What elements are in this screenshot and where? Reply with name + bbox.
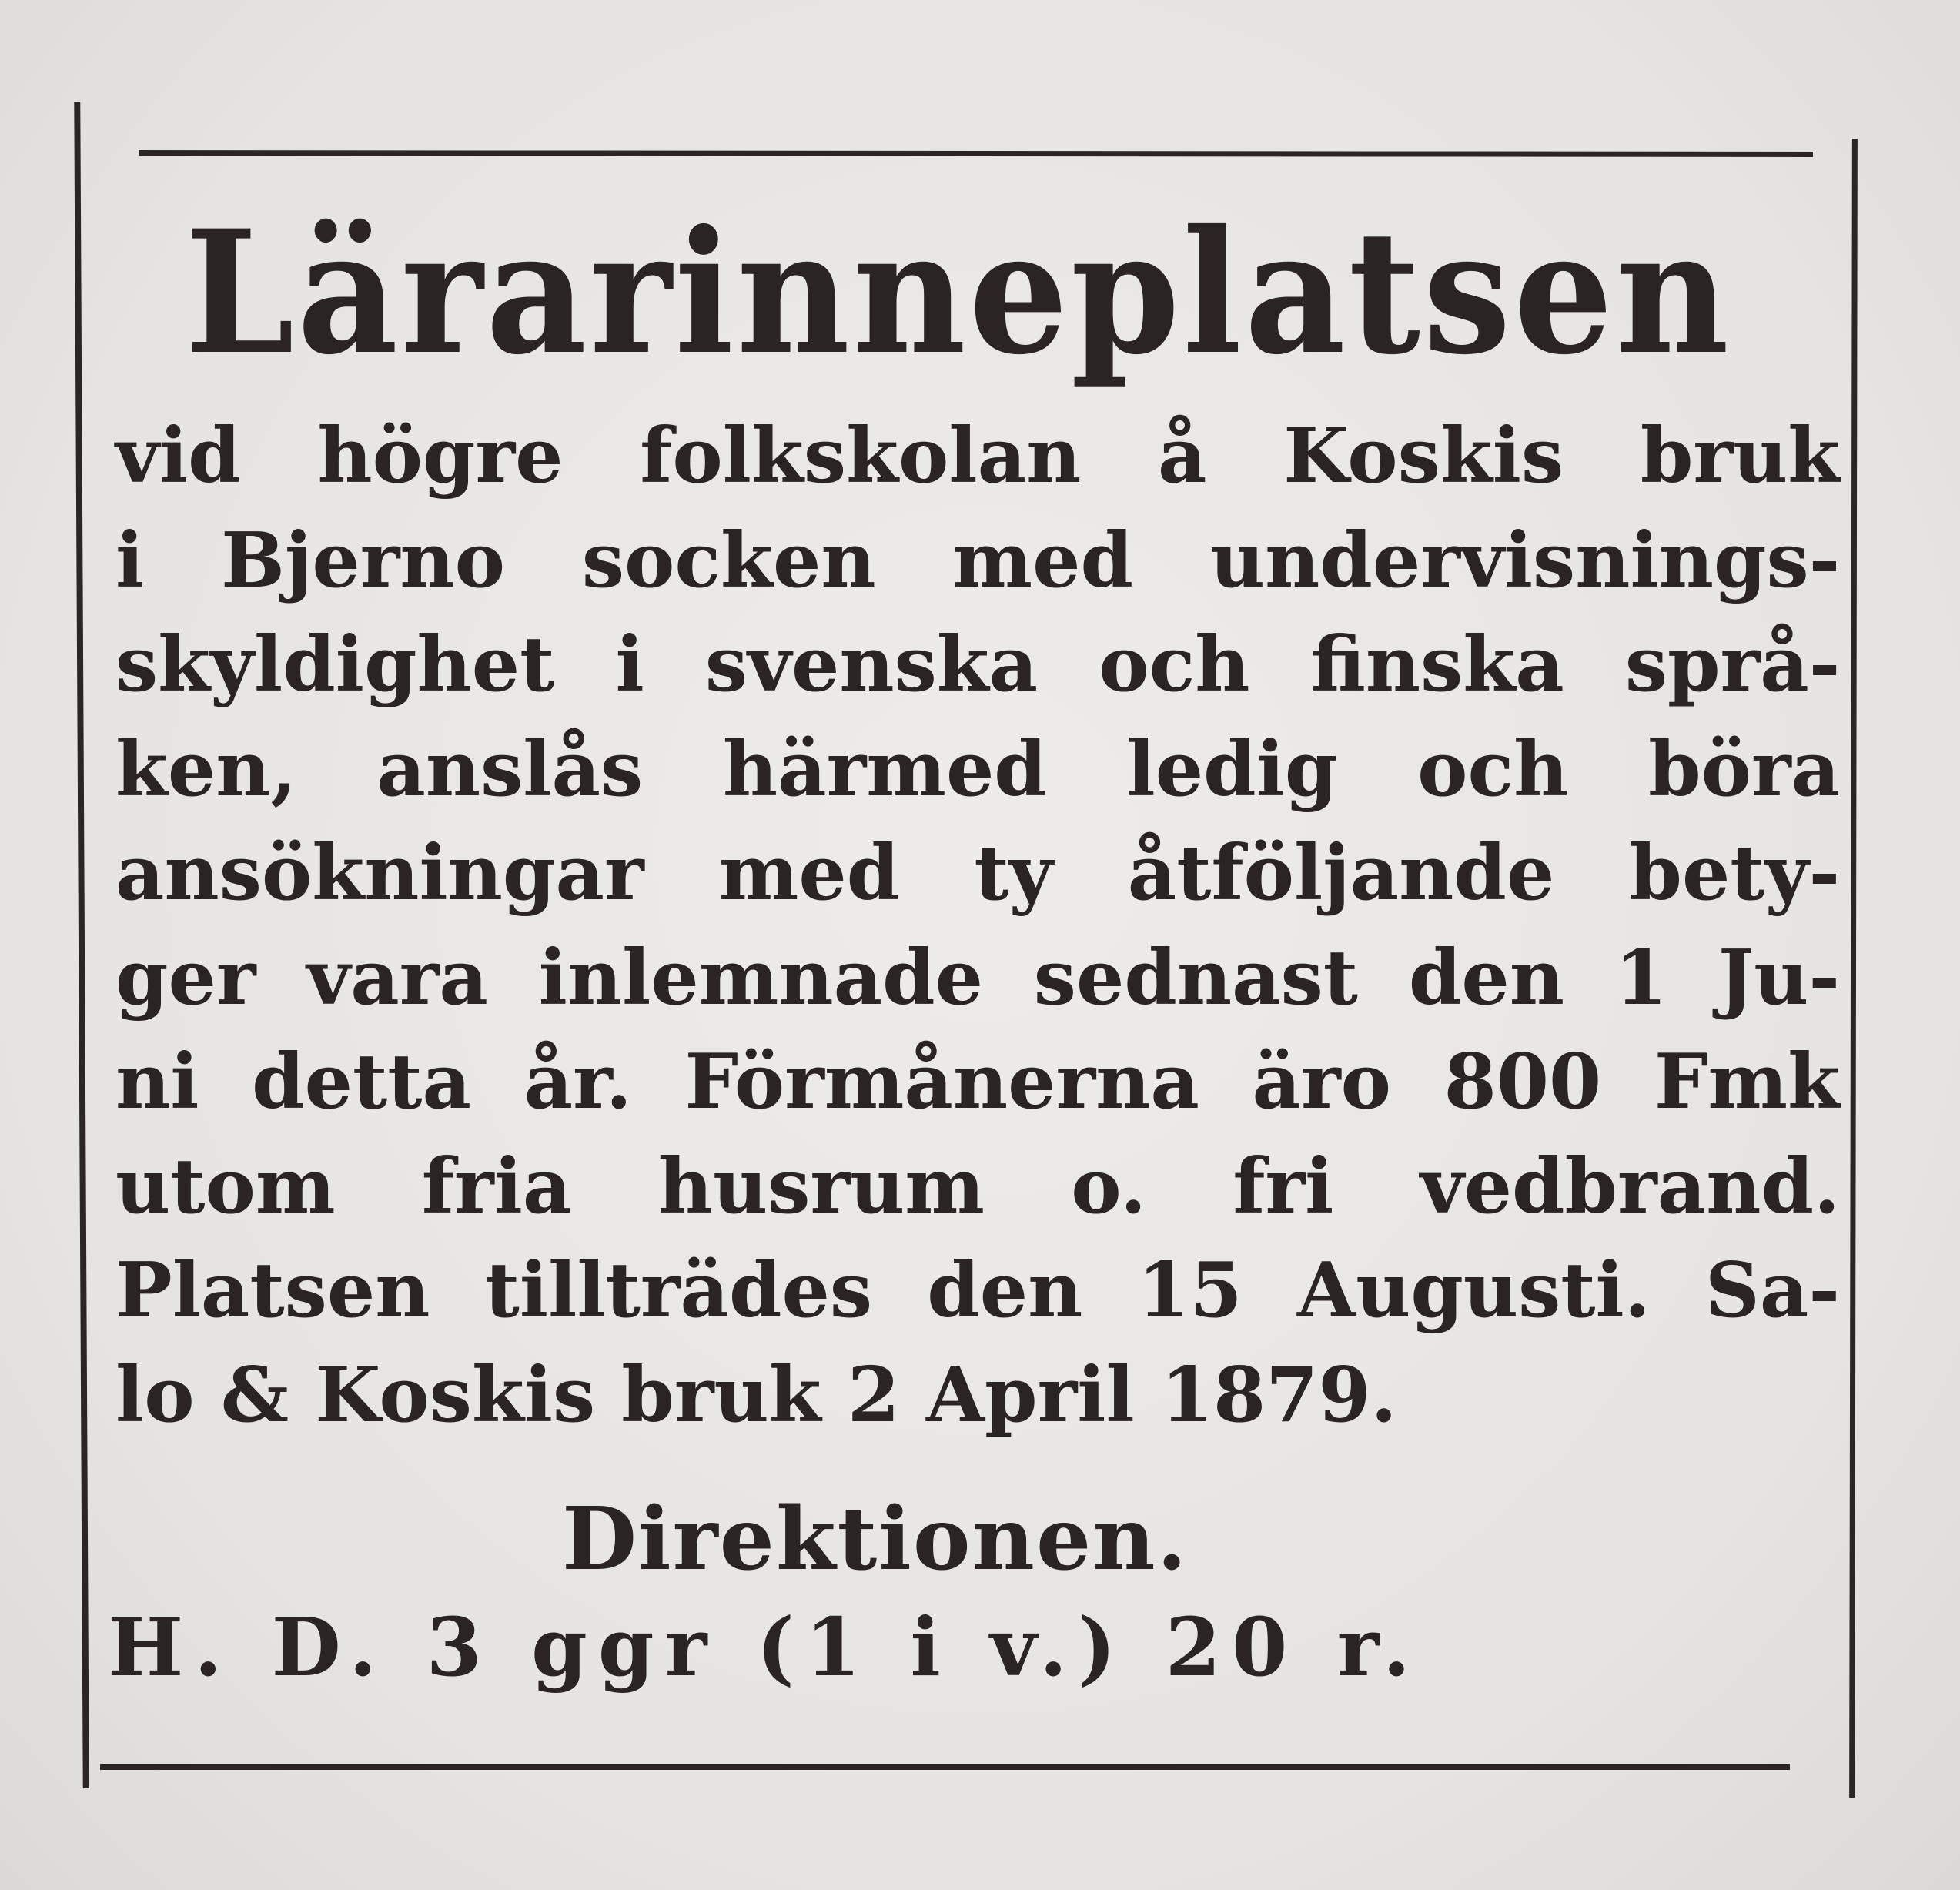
body-line: ni detta år. Förmånerna äro 800 Fmk <box>115 1038 1840 1126</box>
signature: Direktionen. <box>562 1489 1189 1590</box>
body-line: i Bjerno socken med undervisnings- <box>115 516 1841 605</box>
body-line: ken, anslås härmed ledig och böra <box>115 724 1841 814</box>
advertisement-body <box>115 404 1840 1447</box>
body-line: ansökningar med ty åtföljande bety- <box>115 829 1841 918</box>
body-line: lo & Koskis bruk 2 April 1879. <box>115 1350 1397 1440</box>
bottom-border-rule <box>100 1764 1790 1770</box>
publication-note: H. D. 3 ggr (1 i v.) 20 r. <box>108 1600 1422 1694</box>
body-line: ger vara inlemnade sednast den 1 Ju- <box>115 933 1841 1022</box>
body-line: vid högre folkskolan å Koskis bruk <box>115 412 1841 500</box>
body-line: Platsen tillträdes den 15 Augusti. Sa- <box>115 1246 1840 1335</box>
body-line: skyldighet i svenska och finska språ- <box>115 621 1841 709</box>
headline: Lärarinneplatsen <box>185 192 1732 392</box>
body-line: utom fria husrum o. fri vedbrand. <box>115 1142 1841 1231</box>
